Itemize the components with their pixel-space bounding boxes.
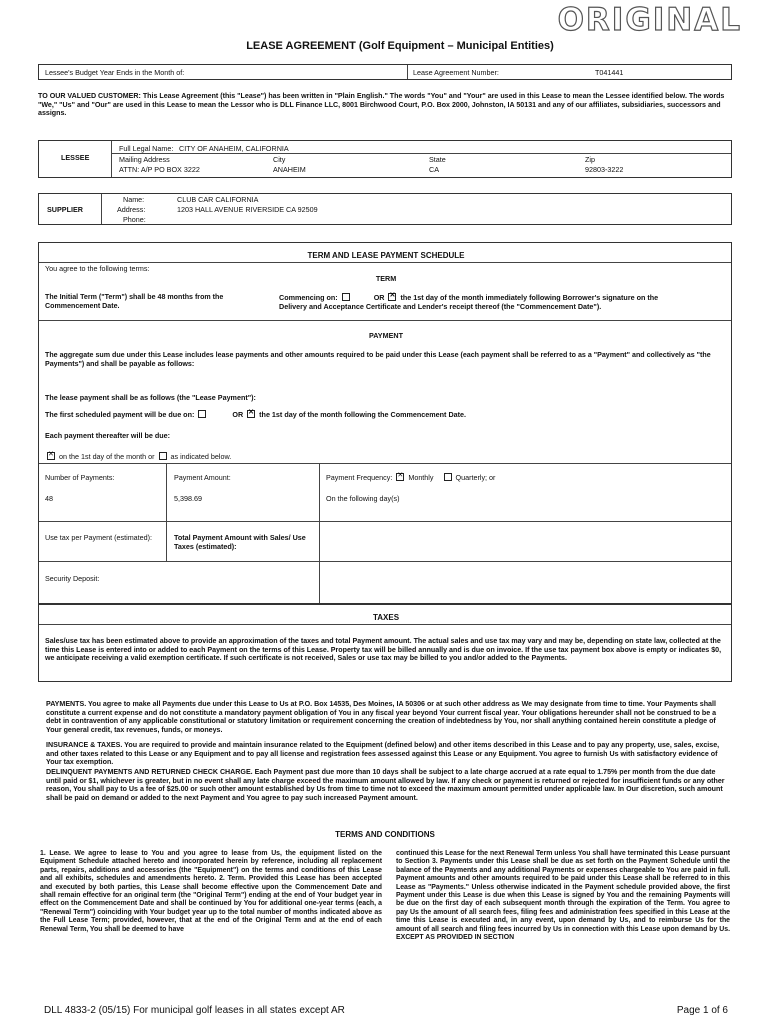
terms-right-column: continued this Lease for the next Renewal Term unless You shall have terminated this Lease pursuant to Section 3. Payments under this Lease shall be due as set forth on the Payment Schedule until the balance of the Payments and any additional Payments or expenses chargeable to You are paid in full. Payment amounts and other amounts required to be paid under this Lease shall be referred to in this Lease as "Payments." Unless otherwise indicated in the Payment schedule provided above, the first Payment under this Lease is due when this Lease is signed by You and the remaining Payments will be due on the first day of each subsequent month through the expiration of the Term. You agree to pay Us the amount of all search fees, filing fees and administration fees specified in this Lease at the time this Lease is executed and, in any event, upon demand by Us, and to reimburse Us for the amount of all search and filing fees incurred by Us in connection with this Lease upon demand by Us. EXCEPT AS PROVIDED IN SECTION	[396, 850, 730, 942]
payment-amount-value: 5,398.69	[174, 494, 202, 503]
payment-paragraph-1: The aggregate sum due under this Lease includes lease payments and other amounts required to be paid under this Lease (each payment shall be referred to as a "Payment" and collectively as "the Payments") and shall be payable as follows:	[45, 351, 711, 368]
schedule-heading-line	[39, 262, 731, 263]
supplier-divider	[101, 194, 102, 224]
due-option-row	[45, 452, 231, 461]
term-heading: TERM	[375, 274, 397, 283]
lessee-row-line	[111, 153, 731, 154]
agree-text: You agree to the following terms:	[45, 264, 150, 273]
full-name-label: Full Legal Name:	[119, 144, 174, 153]
supplier-name-value: CLUB CAR CALIFORNIA	[177, 195, 259, 204]
intro-paragraph: TO OUR VALUED CUSTOMER: This Lease Agreement (this "Lease") has been written in "Plain English." The words "You" and "Your" are used in this Lease to mean the Lessee identified below. The words "We," "Us" and "Our" are used in this Lease to mean the Lessor who is DLL Finance LLC, 8001 Birchwood Court, P.O. Box 2000, Johnston, IA 50131 and any of our affiliates, subsidiaries, successors and assigns.	[38, 92, 725, 118]
supplier-address-value: 1203 HALL AVENUE RIVERSIDE CA 92509	[177, 205, 318, 214]
mailing-value: ATTN: A/P PO BOX 3222	[119, 165, 200, 174]
quarterly-label: Quarterly; or	[455, 473, 496, 482]
each-payment-text: Each payment thereafter will be due:	[45, 431, 171, 440]
payment-paragraph-2: The lease payment shall be as follows (the "Lease Payment"):	[45, 393, 256, 402]
budget-year-label: Lessee's Budget Year Ends in the Month of:	[45, 68, 185, 77]
payment-heading: PAYMENT	[369, 331, 403, 340]
due-option-text: on the 1st day of the month or	[59, 452, 155, 461]
footer-form-id: DLL 4833-2 (05/15) For municipal golf leases in all states except AR	[44, 1005, 345, 1016]
supplier-phone-label: Phone:	[123, 215, 146, 224]
taxes-box	[38, 604, 732, 682]
header-divider	[407, 65, 408, 79]
lessee-label: LESSEE	[61, 153, 90, 162]
first-payment-row	[45, 410, 466, 419]
zip-label: Zip	[585, 155, 595, 164]
due-indicated-checkbox[interactable]	[159, 452, 167, 460]
first-payment-first-day-checkbox[interactable]	[247, 410, 255, 418]
grid-col-1	[166, 463, 167, 561]
monthly-checkbox[interactable]	[396, 473, 404, 481]
zip-value: 92803-3222	[585, 165, 624, 174]
original-stamp: ORIGINAL	[557, 2, 742, 38]
security-deposit-label: Security Deposit:	[45, 574, 100, 583]
payment-amount-label: Payment Amount:	[174, 473, 231, 482]
following-days-label: On the following day(s)	[326, 494, 400, 503]
quarterly-checkbox[interactable]	[444, 473, 452, 481]
city-value: ANAHEIM	[273, 165, 306, 174]
supplier-box	[38, 193, 732, 225]
terms-left-column: 1. Lease. We agree to lease to You and you agree to lease from Us, the equipment listed on the Equipment Schedule attached hereto and incorporated herein by reference, including all replacement parts, repairs, additions and accessories (the "Equipment") on the terms and conditions of this Lease and all exhibits, schedules and amendments hereto. 2. Term. Provided this Lease has been accepted and executed by both parties, this Lease shall become effective upon the Commencement Date and shall remain effective for an original term (the "Original Term") ending at the end of Your budget year in effect on the Commencement Date and shall be continued by You for additional one-year terms (each, a "Renewal Term") coinciding with Your budget year up to the total number of months indicated above as the Full Lease Term; provided, however, that at the end of the Original Term and at the end of each Renewal Term, You shall be deemed to have	[40, 850, 382, 933]
city-label: City	[273, 155, 286, 164]
first-payment-label: The first scheduled payment will be due on:	[45, 410, 195, 419]
initial-term-text: The Initial Term ("Term") shall be 48 months from the Commencement Date.	[45, 293, 224, 310]
taxes-heading: TAXES	[372, 613, 400, 622]
due-first-day-checkbox[interactable]	[47, 452, 55, 460]
grid-line-top	[39, 463, 731, 464]
grid-col-2	[319, 463, 320, 603]
grid-line-bottom	[39, 561, 731, 562]
footer-page-number: Page 1 of 6	[676, 1005, 728, 1016]
full-name-value: CITY OF ANAHEIM, CALIFORNIA	[179, 144, 289, 153]
monthly-label: Monthly	[408, 473, 434, 482]
commencing-label: Commencing on:	[279, 293, 338, 302]
insurance-paragraph: INSURANCE & TAXES. You are required to provide and maintain insurance related to the Equipment (defined below) and other items described in this Lease and to pay any property, use, sales, excise, and other taxes related to this Lease or any Equipment and to pay all license and registration fees assessed against this Lease or any Equipment. You agree to furnish Us with satisfactory evidence of Your tax exemption.	[46, 741, 720, 767]
commencing-first-day-text: the 1st day of the month immediately following Borrower's signature on the	[400, 293, 659, 302]
grid-line-middle	[39, 521, 731, 522]
state-label: State	[429, 155, 446, 164]
payments-paragraph: PAYMENTS. You agree to make all Payments due under this Lease to Us at P.O. Box 14535, Des Moines, IA 50306 or at such other address as We may designate from time to time. Your Payments shall constitute a current expense and do not constitute a mandatory payment obligation of You in any fiscal year beyond Your current fiscal year. Your obligations hereunder shall not be construed to be a debt in contravention of any applicable constitutional or statutory limitation or requirement concerning the creation of indebtedness by You, nor shall anything contained herein constitute a pledge of Your general credit, tax revenues, funds, or moneys.	[46, 700, 717, 734]
header-row	[38, 64, 732, 80]
supplier-address-label: Address:	[117, 205, 146, 214]
supplier-name-label: Name:	[123, 195, 145, 204]
lease-number-value: T041441	[595, 68, 624, 77]
commencing-first-day-checkbox[interactable]	[388, 293, 396, 301]
supplier-label: SUPPLIER	[47, 205, 83, 214]
num-payments-value: 48	[45, 494, 53, 503]
first-payment-date-checkbox[interactable]	[198, 410, 206, 418]
mailing-label: Mailing Address	[119, 155, 170, 164]
use-tax-label: Use tax per Payment (estimated):	[45, 533, 153, 542]
frequency-row	[326, 473, 495, 482]
total-payment-label: Total Payment Amount with Sales/ Use Taxes (estimated):	[174, 533, 306, 551]
taxes-text: Sales/use tax has been estimated above to provide an approximation of the taxes and total Payment amount. The actual sales and use tax may vary and may be, depending on state law, collected at the time this Lease is entered into or added to each Payment on the terms of this Lease. Property tax will be billed annually and is due on invoice. If the use tax payment box above is empty or indicates $0, we anticipate receiving a valid exemption certificate. If such certificate is not received, Sales or use tax may be billed to you and/or added to the Payments.	[45, 637, 722, 663]
commencing-checkbox[interactable]	[342, 293, 350, 301]
state-value: CA	[429, 165, 439, 174]
commencing-text-2: Delivery and Acceptance Certificate and Lender's receipt thereof (the "Commencement Date").	[279, 302, 602, 311]
commencing-or: OR	[373, 293, 385, 302]
document-title: LEASE AGREEMENT (Golf Equipment – Municipal Entities)	[246, 40, 554, 52]
schedule-box	[38, 242, 732, 604]
frequency-label: Payment Frequency:	[326, 473, 393, 482]
commencing-row	[279, 293, 658, 302]
due-option-text-2: as indicated below.	[170, 452, 232, 461]
terms-heading: TERMS AND CONDITIONS	[335, 830, 435, 839]
first-payment-or: OR	[232, 410, 244, 419]
first-payment-first-day-text: the 1st day of the month following the Commencement Date.	[259, 410, 467, 419]
lessee-box	[38, 140, 732, 178]
delinquent-paragraph: DELINQUENT PAYMENTS AND RETURNED CHECK CHARGE. Each Payment past due more than 10 days shall be subject to a late charge accrued at a rate equal to 1.75% per month from the due date until paid or $1, whichever is greater, but in no event shall any late charge exceed the maximum amount allowed by law. If any check or payment is returned or rejected for insufficient funds or any other reason, You shall pay to Us a fee of $25.00 or such other amount established by Us from time to time not to exceed the maximum amount permitted under applicable law. In Our discretion, such amount shall be paid on demand or added to the next Payment and You agree to pay such increased Payment amount.	[46, 768, 725, 802]
lease-number-label: Lease Agreement Number:	[413, 68, 499, 77]
taxes-heading-line	[39, 624, 731, 625]
schedule-heading: TERM AND LEASE PAYMENT SCHEDULE	[307, 251, 465, 260]
term-divider-line	[39, 320, 731, 321]
num-payments-label: Number of Payments:	[45, 473, 115, 482]
lessee-divider	[111, 141, 112, 177]
